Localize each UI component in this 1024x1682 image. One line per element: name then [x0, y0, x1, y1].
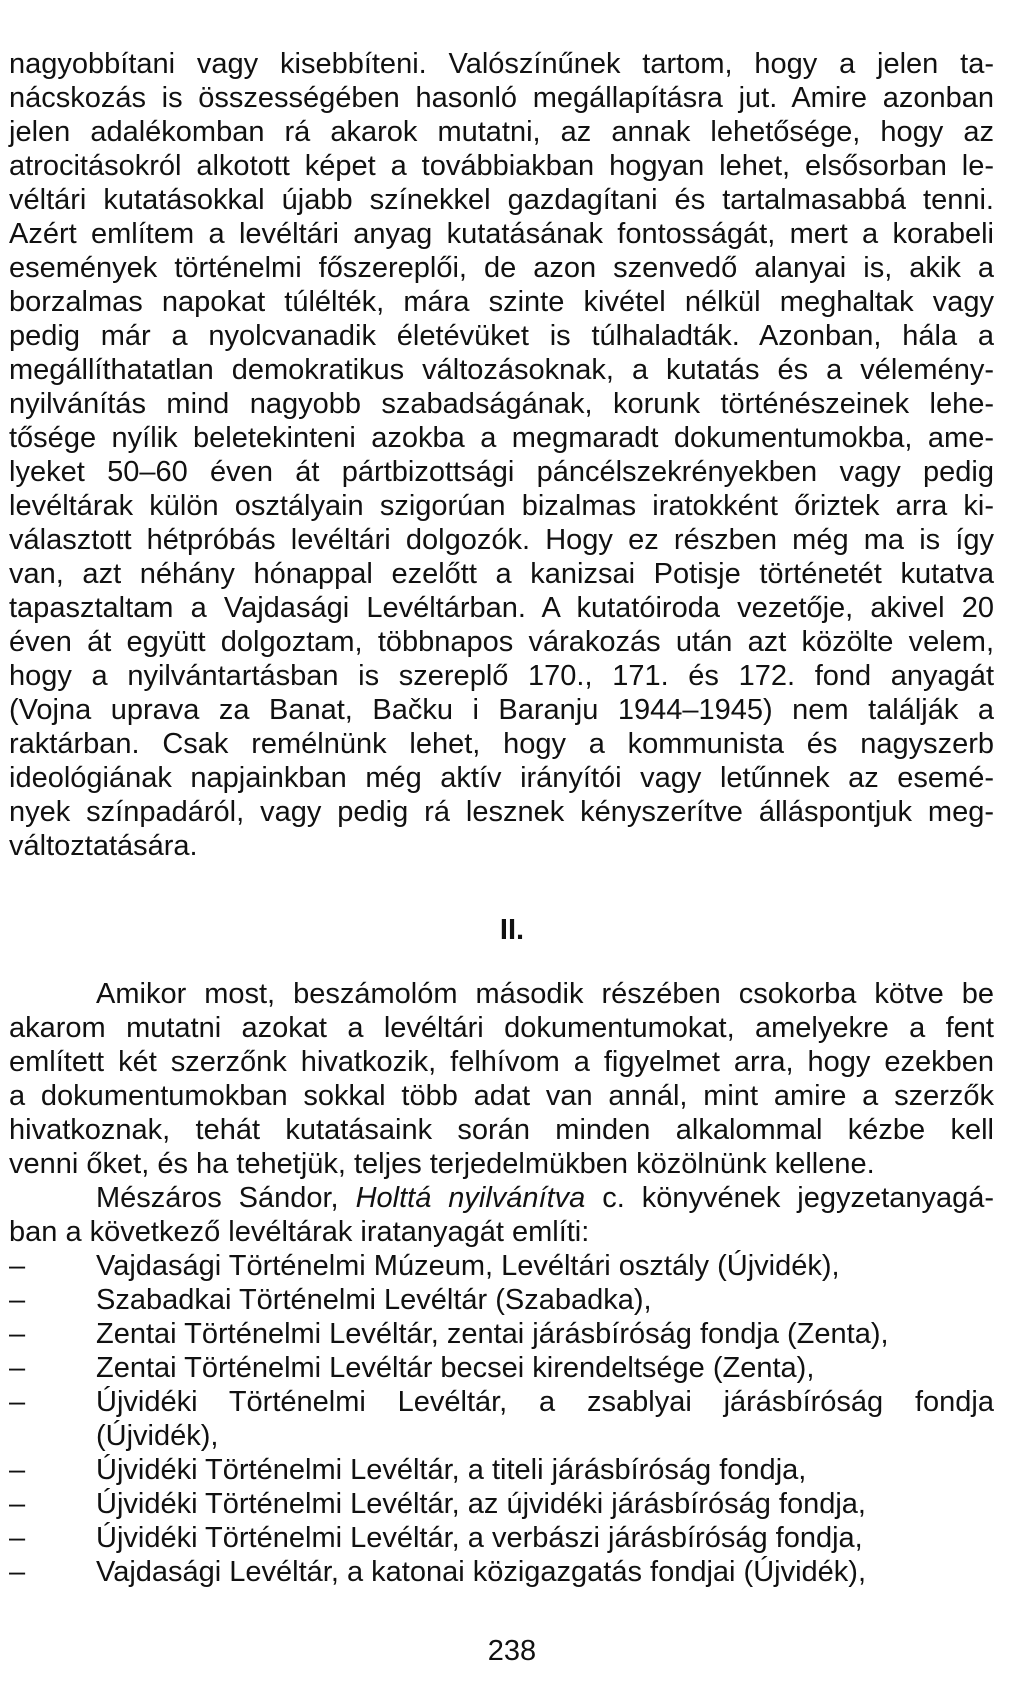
text-line: ban a következő levéltárak iratanyagát említi: [9, 1216, 590, 1248]
list-item-text: Szabadkai Történelmi Levéltár (Szabadka), [96, 1284, 652, 1316]
list-item-text: Újvidéki Történelmi Levéltár, a zsablyai járásbíróság fondja [96, 1386, 994, 1418]
list-dash: – [9, 1352, 26, 1384]
list-item-text: Zentai Történelmi Levéltár, zentai járásbíróság fondja (Zenta), [96, 1318, 889, 1350]
text-line: események történelmi főszereplői, de azon szenvedő alanyai is, akik a [9, 252, 994, 284]
section-heading: II. [499, 914, 525, 946]
text-line: borzalmas napokat túlélték, mára szinte kivétel nélkül meghaltak vagy [9, 286, 994, 318]
list-dash: – [9, 1522, 26, 1554]
text-line: nagyobbítani vagy kisebbíteni. Valószínűnek tartom, hogy a jelen ta- [9, 48, 994, 80]
list-dash: – [9, 1454, 26, 1486]
text-line: hivatkoznak, tehát kutatásaink során minden alkalommal kézbe kell [9, 1114, 994, 1146]
text-line: megállíthatatlan demokratikus változásoknak, a kutatás és a vélemény- [9, 354, 994, 386]
text-line: levéltárak külön osztályain szigorúan bizalmas iratokként őriztek arra ki- [9, 490, 994, 522]
text-line: éven át együtt dolgoztam, többnapos várakozás után azt közölte velem, [9, 626, 994, 658]
list-dash: – [9, 1318, 26, 1350]
text-line: véltári kutatásokkal újabb színekkel gazdagítani és tartalmasabbá tenni. [9, 184, 994, 216]
list-item [9, 1520, 994, 1556]
book-title: Holttá nyilvánítva [355, 1182, 586, 1214]
text-line: nyek színpadáról, vagy pedig rá lesznek kényszerítve álláspontjuk meg- [9, 796, 994, 828]
text-span: Mészáros Sándor, [96, 1182, 356, 1214]
list-item [9, 1384, 994, 1420]
list-dash: – [9, 1488, 26, 1520]
text-line: ideológiának napjainkban még aktív irányítói vagy letűnnek az esemé- [9, 762, 994, 794]
text-line: van, azt néhány hónappal ezelőtt a kanizsai Potisje történetét kutatva [9, 558, 994, 590]
text-line: említett két szerzőnk hivatkozik, felhívom a figyelmet arra, hogy ezekben [9, 1046, 994, 1078]
text-line [96, 1180, 994, 1216]
text-line: tapasztaltam a Vajdasági Levéltárban. A kutatóiroda vezetője, akivel 20 [9, 592, 994, 624]
list-item-text: Vajdasági Történelmi Múzeum, Levéltári osztály (Újvidék), [96, 1250, 840, 1282]
list-item-continuation: (Újvidék), [96, 1420, 219, 1452]
text-line: változtatására. [9, 830, 198, 862]
list-item [9, 1282, 994, 1318]
list-item [9, 1486, 994, 1522]
text-line: raktárban. Csak remélnünk lehet, hogy a kommunista és nagyszerb [9, 728, 994, 760]
text-line: pedig már a nyolcvanadik életévüket is túlhaladták. Azonban, hála a [9, 320, 994, 352]
text-line: hogy a nyilvántartásban is szereplő 170., 171. és 172. fond anyagát [9, 660, 994, 692]
text-line: lyeket 50–60 éven át pártbizottsági páncélszekrényekben vagy pedig [9, 456, 994, 488]
list-item [9, 1316, 994, 1352]
text-line: venni őket, és ha tehetjük, teljes terjedelmükben közölnünk kellene. [9, 1148, 875, 1180]
list-item [9, 1350, 994, 1386]
text-line: tősége nyílik beletekinteni azokba a megmaradt dokumentumokba, ame- [9, 422, 994, 454]
text-line: jelen adalékomban rá akarok mutatni, az annak lehetősége, hogy az [9, 116, 994, 148]
list-item-text: Zentai Történelmi Levéltár becsei kirendeltsége (Zenta), [96, 1352, 815, 1384]
page-number: 238 [487, 1635, 537, 1667]
text-line: (Vojna uprava za Banat, Bačku i Baranju 1944–1945) nem találják a [9, 694, 994, 726]
list-item-text: Újvidéki Történelmi Levéltár, az újvidéki járásbíróság fondja, [96, 1488, 866, 1520]
list-dash: – [9, 1284, 26, 1316]
list-item-text: Újvidéki Történelmi Levéltár, a titeli járásbíróság fondja, [96, 1454, 807, 1486]
list-item-text: Vajdasági Levéltár, a katonai közigazgatás fondjai (Újvidék), [96, 1556, 867, 1588]
list-item-text: Újvidéki Történelmi Levéltár, a verbászi járásbíróság fondja, [96, 1522, 863, 1554]
list-item [9, 1452, 994, 1488]
text-line: nyilvánítás mind nagyobb szabadságának, korunk történészeinek lehe- [9, 388, 994, 420]
text-line: választott hétpróbás levéltári dolgozók. Hogy ez részben még ma is így [9, 524, 994, 556]
text-line: akarom mutatni azokat a levéltári dokumentumokat, amelyekre a fent [9, 1012, 994, 1044]
text-span: c. könyvének jegyzetanyagá- [585, 1182, 994, 1214]
text-line: Azért említem a levéltári anyag kutatásának fontosságát, mert a korabeli [9, 218, 994, 250]
text-line: nácskozás is összességében hasonló megállapításra jut. Amire azonban [9, 82, 994, 114]
text-line: atrocitásokról alkotott képet a továbbiakban hogyan lehet, elsősorban le- [9, 150, 994, 182]
list-dash: – [9, 1250, 26, 1282]
list-item [9, 1554, 994, 1590]
text-line: Amikor most, beszámolóm második részében csokorba kötve be [96, 978, 994, 1010]
list-dash: – [9, 1386, 26, 1418]
text-line: a dokumentumokban sokkal több adat van annál, mint amire a szerzők [9, 1080, 994, 1112]
list-item [9, 1248, 994, 1284]
list-dash: – [9, 1556, 26, 1588]
